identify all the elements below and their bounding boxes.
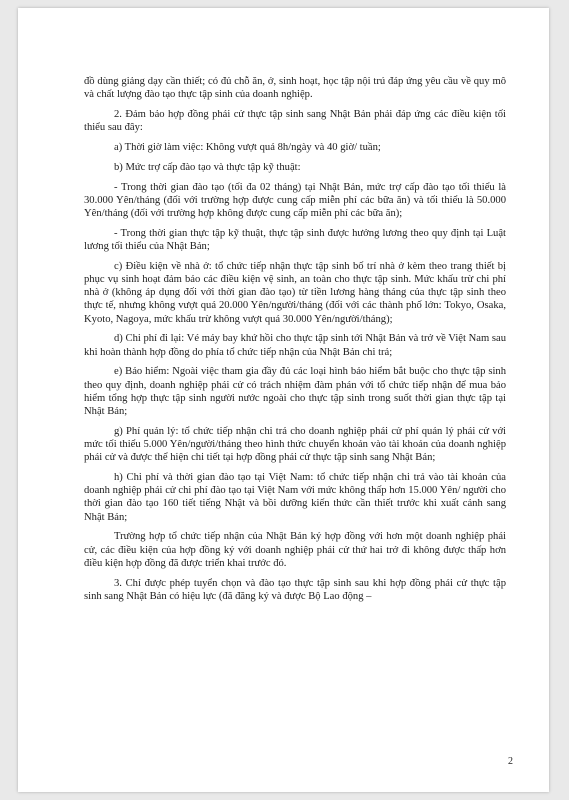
paragraph-item-b-internship: - Trong thời gian thực tập kỹ thuật, thực tập sinh được hưởng lương theo quy định tại Luật lương tối thiểu của Nhật Bản; — [84, 227, 506, 252]
paragraph-item-d: d) Chi phí đi lại: Vé máy bay khứ hồi cho thực tập sinh tới Nhật Bản và trở về Việt Nam sau khi hoàn thành hợp đồng do phía tổ chức tiếp nhận của Nhật Bản chi trả; — [84, 333, 506, 358]
paragraph-item-e: e) Bảo hiểm: Ngoài việc tham gia đầy đủ các loại hình bảo hiểm bắt buộc cho thực tập sinh theo quy định, doanh nghiệp phái cử có trách nhiệm đàm phán với tổ chức tiếp nhận để mua bảo hiểm tổng hợp thực tập sinh người nước ngoài cho thực tập sinh trong suốt thời gian thực tập tại Nhật Bản; — [84, 366, 506, 418]
paragraph-item-b: b) Mức trợ cấp đào tạo và thực tập kỹ thuật: — [114, 161, 301, 173]
paragraph-item-h: h) Chi phí và thời gian đào tạo tại Việt Nam: tổ chức tiếp nhận chi trả vào tài khoản của doanh nghiệp phái cử chi phí đào tạo tại Việt Nam với mức không thấp hơn 15.000 Yên/ người cho thời gian đào tạo 160 tiết tiếng Nhật và bồi dưỡng kiến thức cần thiết trước khi xuất cảnh sang Nhật Bản; — [84, 472, 506, 523]
paragraph-continuation: đồ dùng giảng dạy cần thiết; có đủ chỗ ăn, ở, sinh hoạt, học tập nội trú đáp ứng yêu cầu về quy mô và chất lượng đào tạo thực tập sinh của doanh nghiệp. — [84, 76, 506, 101]
paragraph-clause-3: 3. Chỉ được phép tuyển chọn và đào tạo thực tập sinh sau khi hợp đồng phái cử thực tập sinh sang Nhật Bản có hiệu lực (đã đăng ký và được Bộ Lao động – — [84, 577, 506, 602]
page-content — [84, 75, 506, 610]
document-page — [18, 8, 549, 792]
paragraph-item-c: c) Điều kiện về nhà ở: tổ chức tiếp nhận thực tập sinh bố trí nhà ở kèm theo trang thiết bị phục vụ sinh hoạt đảm bảo các điều kiện vệ sinh, an toàn cho thực tập sinh. Mức khấu trừ chi phí nhà ở (không áp dụng đối với thời gian đào tạo) từ tiền lương hàng tháng của thực tập sinh theo thực tế, nhưng không vượt quá 20.000 Yên/người/tháng (đối với các thành phố lớn: Tokyo, Osaka, Kyoto, Nagoya, mức khấu trừ không vượt quá 30.000 Yên/người/tháng); — [84, 260, 506, 325]
paragraph-item-g: g) Phí quản lý: tổ chức tiếp nhận chi trả cho doanh nghiệp phái cử phí quản lý phái cử với mức tối thiểu 5.000 Yên/người/tháng theo hình thức chuyển khoản vào tài khoản của doanh nghiệp phái cử và được thể hiện chi tiết tại hợp đồng phái cử thực tập sinh sang Nhật Bản; — [84, 425, 506, 464]
paragraph-multiple-contracts: Trường hợp tổ chức tiếp nhận của Nhật Bản ký hợp đồng với hơn một doanh nghiệp phái cử, các điều kiện của hợp đồng ký với doanh nghiệp phái cử thứ hai trở đi không được thấp hơn điều kiện hợp đồng đã được triển khai trước đó. — [84, 531, 506, 569]
paragraph-clause-2: 2. Đảm bảo hợp đồng phái cử thực tập sinh sang Nhật Bản phải đáp ứng các điều kiện tối thiểu sau đây: — [84, 109, 506, 134]
paragraph-item-a: a) Thời giờ làm việc: Không vượt quá 8h/ngày và 40 giờ/ tuần; — [114, 142, 381, 153]
page-number: 2 — [508, 756, 513, 767]
paragraph-item-b-training: - Trong thời gian đào tạo (tối đa 02 tháng) tại Nhật Bản, mức trợ cấp đào tạo tối thiểu là 30.000 Yên/tháng (đối với trường hợp được cung cấp miễn phí các bữa ăn) và tối thiểu là 50.000 Yên/tháng (đối với trường hợp không được cung cấp miễn phí các bữa ăn); — [84, 181, 506, 219]
